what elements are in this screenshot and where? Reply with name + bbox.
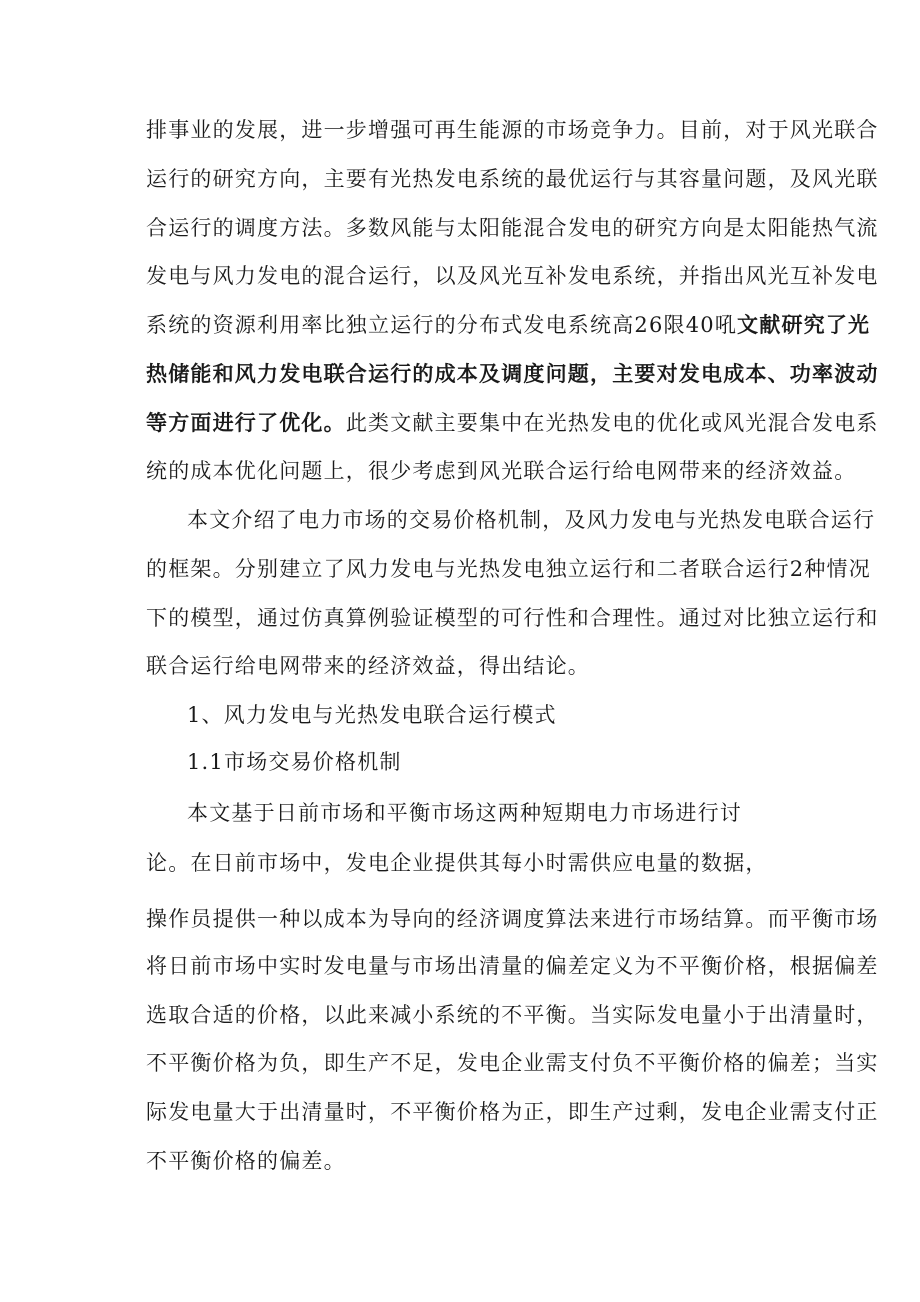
paragraph-1-line-5 — [146, 312, 870, 338]
paragraph-3-line-4: 将日前市场中实时发电量与市场出清量的偏差定义为不平衡价格，根据偏差 — [146, 954, 879, 978]
paragraph-1-line-6: 热储能和风力发电联合运行的成本及调度问题，主要对发电成本、功率波动 — [146, 361, 879, 386]
paragraph-3-line-1: 本文基于日前市场和平衡市场这两种短期电力市场进行讨 — [187, 801, 742, 825]
paragraph-1-line-5-bold: 文献研究了光 — [737, 312, 871, 337]
paragraph-2-line-2: 的框架。分别建立了风力发电与光热发电独立运行和二者联合运行2种情况 — [146, 557, 871, 581]
paragraph-2-line-3: 下的模型，通过仿真算例验证模型的可行性和合理性。通过对比独立运行和 — [146, 606, 879, 630]
paragraph-1-line-5-text: 系统的资源利用率比独立运行的分布式发电系统高26限40吼 — [146, 313, 738, 337]
paragraph-1-line-4: 发电与风力发电的混合运行，以及风光互补发电系统，并指出风光互补发电 — [146, 264, 879, 288]
paragraph-1-line-7-bold: 等方面进行了优化。 — [146, 410, 346, 435]
paragraph-1-line-3: 合运行的调度方法。多数风能与太阳能混合发电的研究方向是太阳能热气流 — [146, 216, 879, 240]
paragraph-3-line-7: 际发电量大于出清量时，不平衡价格为正，即生产过剩，发电企业需支付正 — [146, 1100, 879, 1124]
paragraph-1-line-7-text: 此类文献主要集中在光热发电的优化或风光混合发电系 — [345, 411, 879, 435]
paragraph-1-line-8: 统的成本优化问题上，很少考虑到风光联合运行给电网带来的经济效益。 — [146, 459, 857, 483]
paragraph-3-line-8: 不平衡价格的偏差。 — [146, 1149, 346, 1173]
paragraph-1-line-7 — [146, 410, 879, 436]
paragraph-1-line-2: 运行的研究方向，主要有光热发电系统的最优运行与其容量问题，及风光联 — [146, 167, 879, 191]
paragraph-3-line-3: 操作员提供一种以成本为导向的经济调度算法来进行市场结算。而平衡市场 — [146, 907, 879, 931]
paragraph-2-line-4: 联合运行给电网带来的经济效益，得出结论。 — [146, 654, 590, 678]
paragraph-3-line-2: 论。在日前市场中，发电企业提供其每小时需供应电量的数据， — [146, 851, 768, 875]
paragraph-1-line-1: 排事业的发展，进一步增强可再生能源的市场竞争力。目前，对于风光联合 — [146, 118, 879, 142]
paragraph-2-line-1: 本文介绍了电力市场的交易价格机制，及风力发电与光热发电联合运行 — [187, 508, 876, 532]
section-heading: 1、风力发电与光热发电联合运行模式 — [187, 703, 557, 727]
paragraph-3-line-5: 选取合适的价格，以此来减小系统的不平衡。当实际发电量小于出清量时， — [146, 1003, 879, 1027]
paragraph-3-line-6: 不平衡价格为负，即生产不足，发电企业需支付负不平衡价格的偏差；当实 — [146, 1051, 879, 1075]
subsection-heading: 1.1市场交易价格机制 — [187, 750, 402, 774]
